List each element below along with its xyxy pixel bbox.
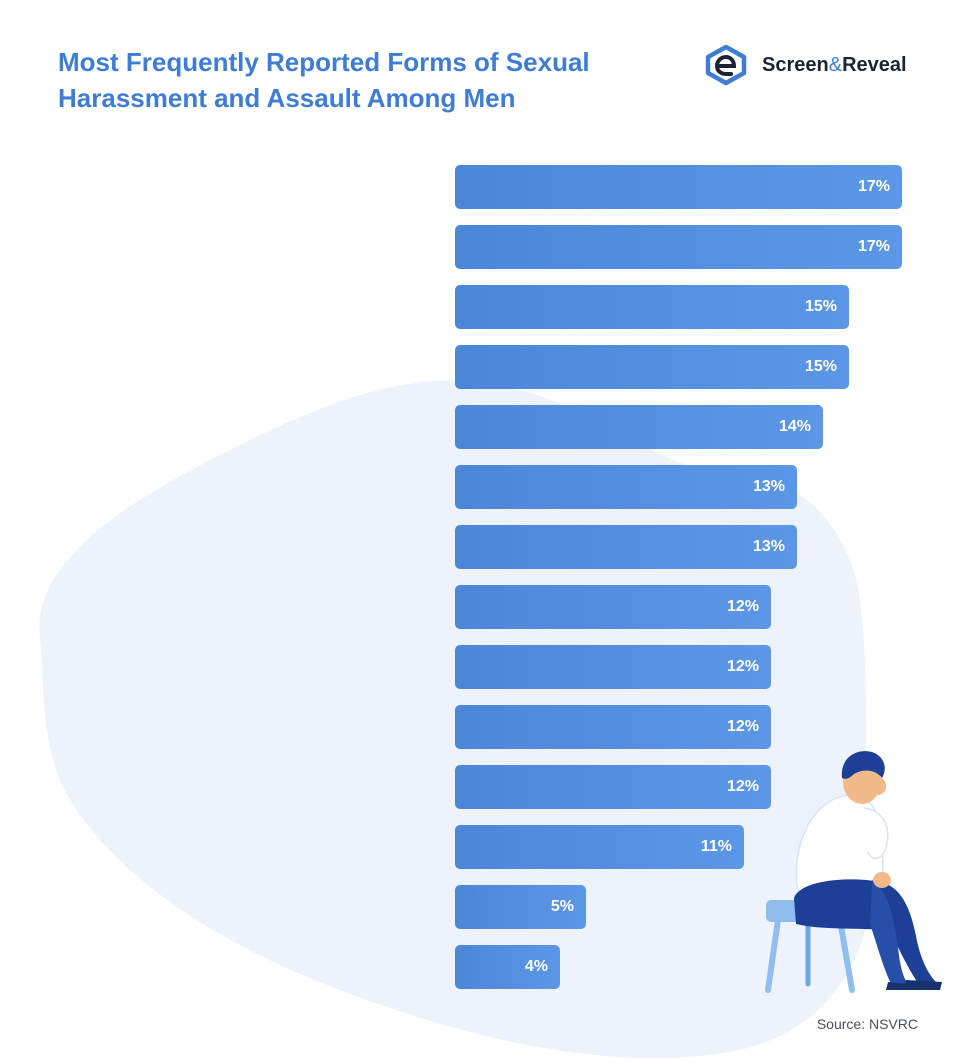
bar-value-label: 12% bbox=[726, 658, 759, 675]
bar-value-label: 12% bbox=[726, 598, 759, 615]
bar-value-label: 13% bbox=[752, 538, 785, 555]
bar bbox=[455, 165, 902, 209]
bar bbox=[455, 405, 823, 449]
logo-word-screen: Screen bbox=[762, 53, 829, 76]
bar-value-label: 4% bbox=[524, 958, 548, 975]
bar bbox=[455, 585, 771, 629]
bar bbox=[455, 525, 797, 569]
bar bbox=[455, 825, 744, 869]
bar-value-label: 17% bbox=[857, 178, 890, 195]
bar bbox=[455, 285, 849, 329]
source-note: Source: NSVRC bbox=[816, 1016, 918, 1032]
logo-wordmark bbox=[762, 54, 907, 77]
chart-title: Most Frequently Reported Forms of Sexual Harassment and Assault Among Men bbox=[58, 47, 590, 113]
bar-value-label: 17% bbox=[857, 238, 890, 255]
bar-value-label: 12% bbox=[726, 718, 759, 735]
bar bbox=[455, 345, 849, 389]
bar bbox=[455, 765, 771, 809]
logo-word-reveal: Reveal bbox=[842, 53, 907, 76]
bar bbox=[455, 225, 902, 269]
bar-value-label: 14% bbox=[778, 418, 811, 435]
bar bbox=[455, 885, 586, 929]
brand-logo[interactable] bbox=[704, 44, 907, 86]
bar-value-label: 5% bbox=[550, 898, 574, 915]
sad-man-sitting-on-stool-illustration bbox=[760, 748, 950, 993]
bar-value-label: 15% bbox=[804, 298, 837, 315]
bar bbox=[455, 645, 771, 689]
bar-value-label: 11% bbox=[700, 838, 732, 855]
logo-ampersand: & bbox=[828, 53, 843, 76]
bar bbox=[455, 705, 771, 749]
bar bbox=[455, 465, 797, 509]
bar-value-label: 12% bbox=[726, 778, 759, 795]
bar bbox=[455, 945, 560, 989]
screen-reveal-logo-icon bbox=[704, 44, 748, 86]
bar-value-label: 15% bbox=[804, 358, 837, 375]
bar-value-label: 13% bbox=[752, 478, 785, 495]
